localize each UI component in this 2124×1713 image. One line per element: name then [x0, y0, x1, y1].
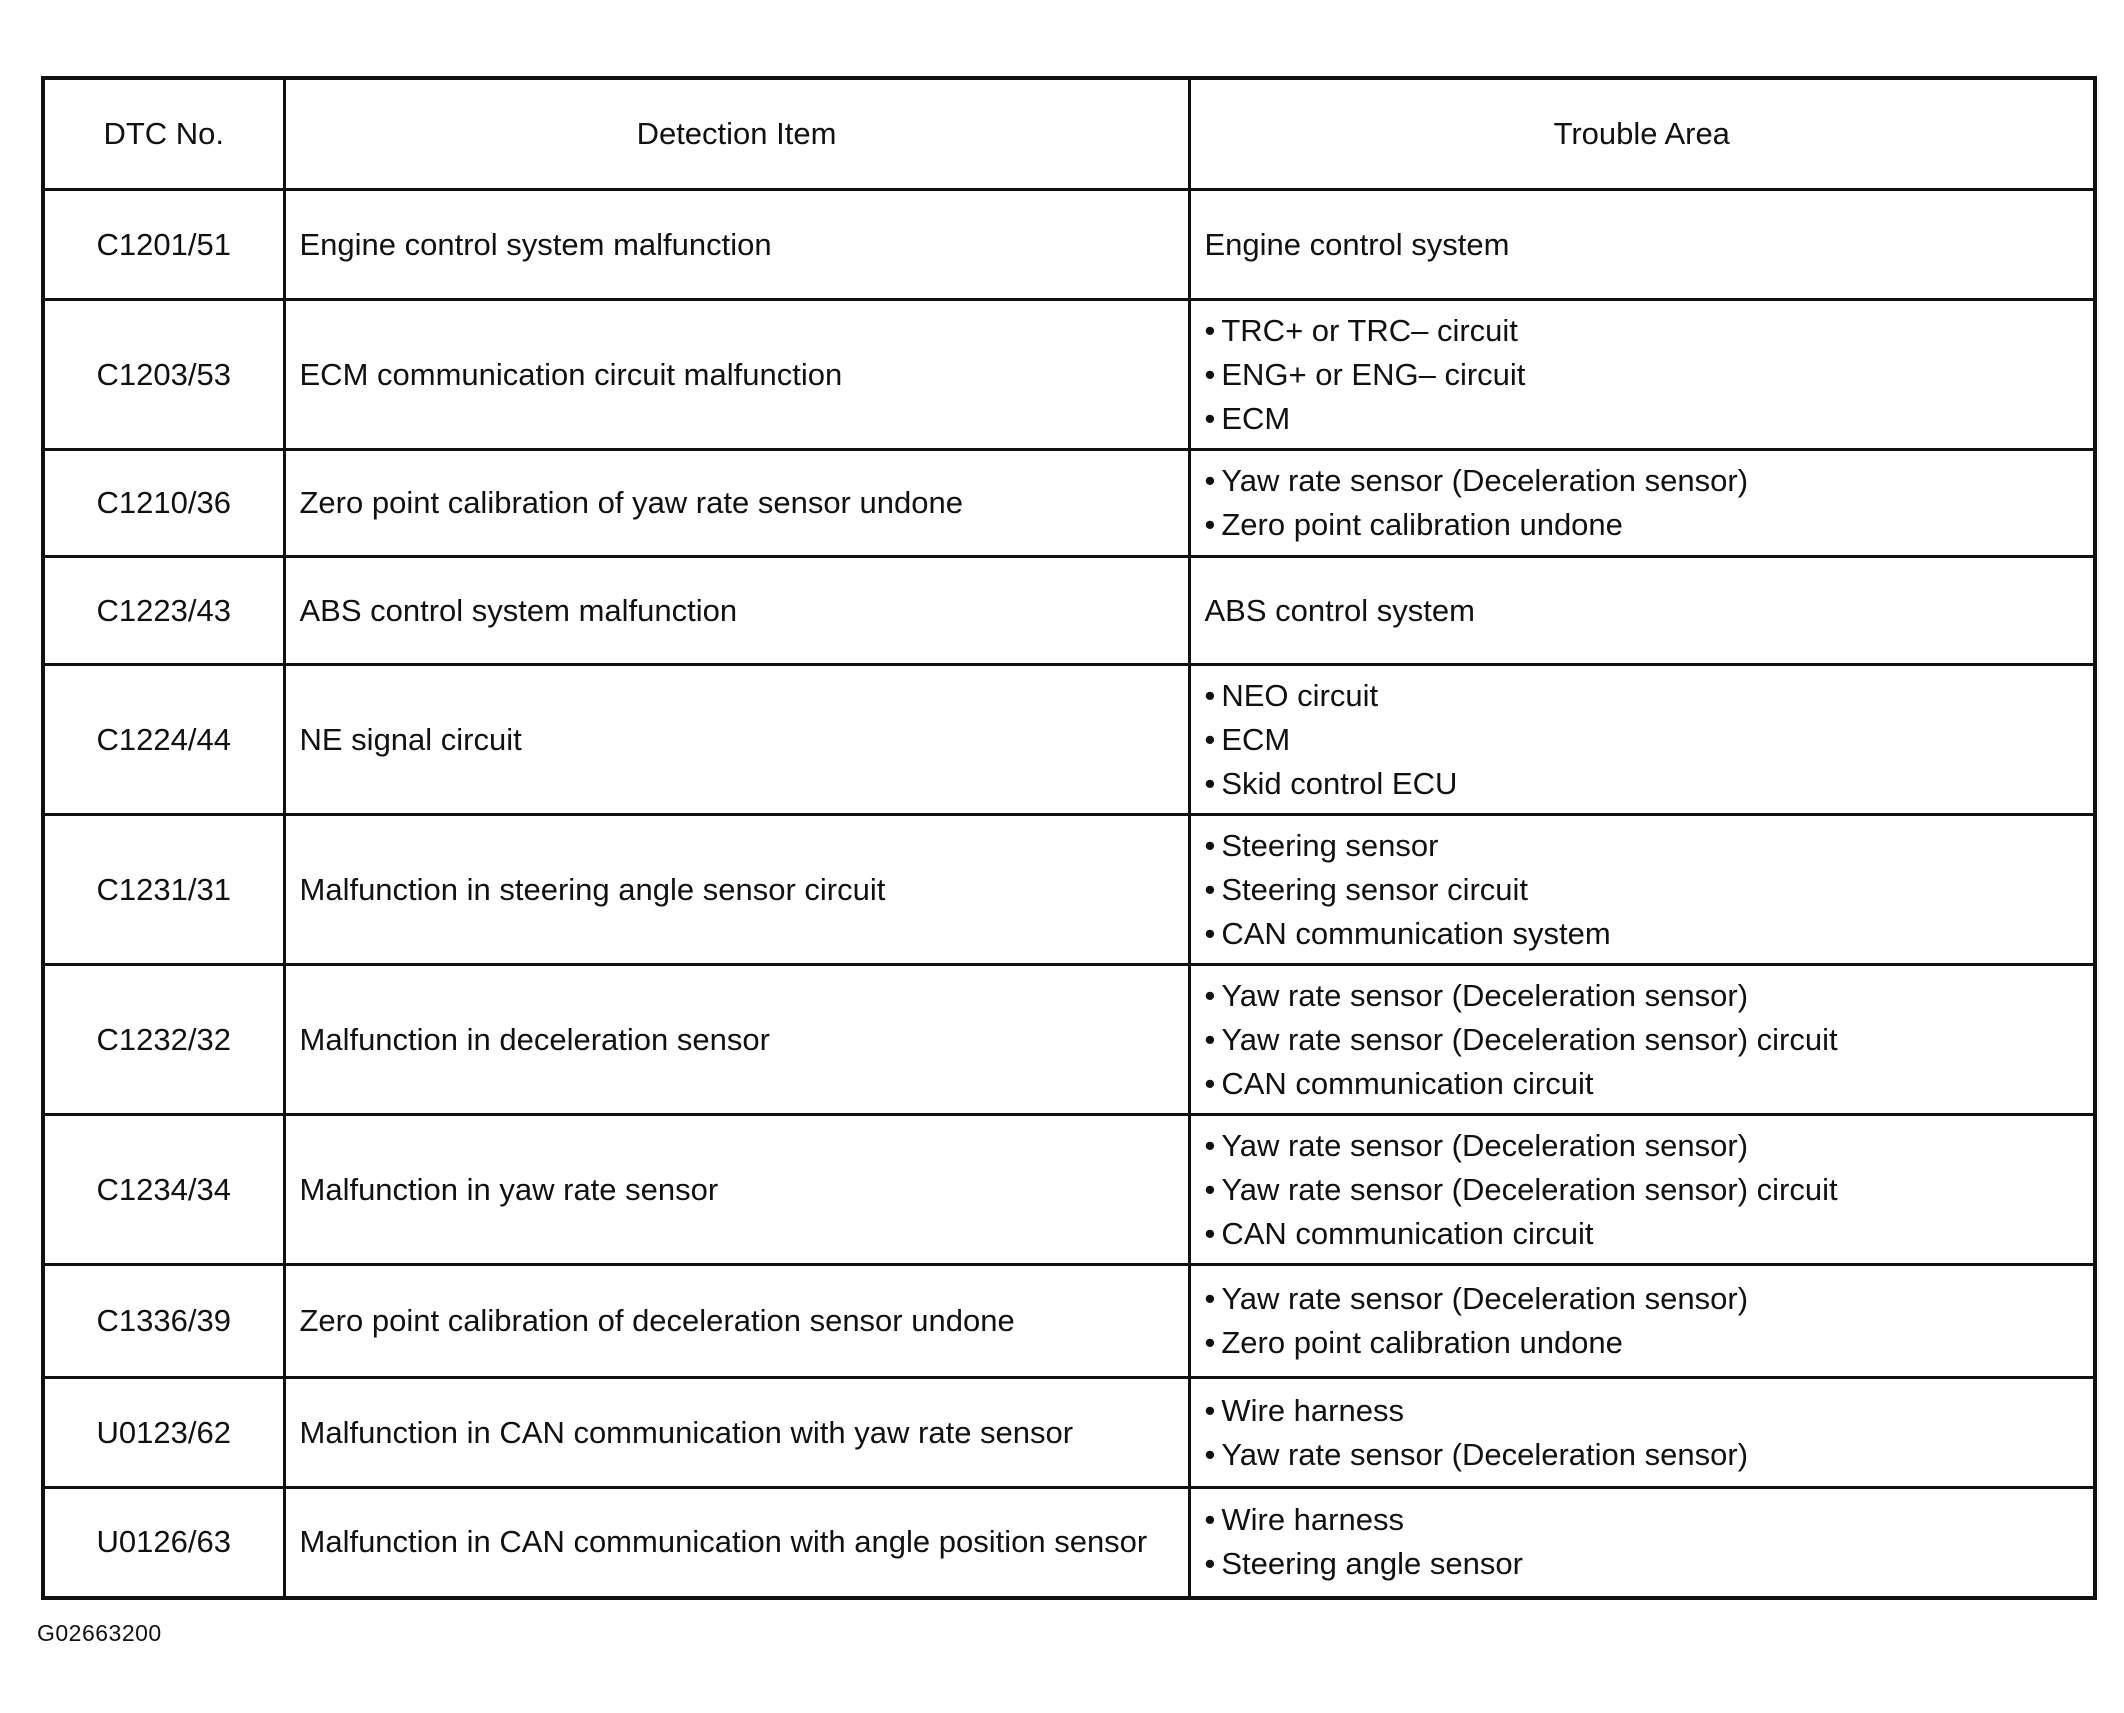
table-header-row [43, 78, 2095, 190]
table-row [43, 450, 2095, 557]
trouble-area-list [1205, 1277, 2094, 1365]
table-row [43, 1378, 2095, 1488]
trouble-area-list [1205, 1124, 2094, 1256]
trouble-area-list [1205, 974, 2094, 1106]
trouble-area-text: Engine control system [1204, 226, 1510, 262]
trouble-area-cell [1189, 1378, 2095, 1488]
trouble-area-cell [1189, 665, 2095, 815]
table-row [43, 1115, 2095, 1265]
table-row [43, 965, 2095, 1115]
trouble-area-item: • Yaw rate sensor (Deceleration sensor) [1205, 1124, 2094, 1168]
trouble-area-item: • Zero point calibration undone [1205, 503, 2094, 547]
table-row [43, 300, 2095, 450]
trouble-area-cell [1189, 1488, 2095, 1598]
detection-item-cell: Malfunction in deceleration sensor [284, 965, 1189, 1115]
trouble-area-item: • Wire harness [1205, 1498, 2094, 1542]
trouble-area-list [1205, 1498, 2094, 1586]
trouble-area-cell [1189, 300, 2095, 450]
trouble-area-list [1205, 459, 2094, 547]
header-detection-item: Detection Item [284, 78, 1189, 190]
trouble-area-item: • CAN communication circuit [1205, 1062, 2094, 1106]
detection-item-cell: ECM communication circuit malfunction [284, 300, 1189, 450]
table-row [43, 557, 2095, 665]
trouble-area-cell [1189, 557, 2095, 665]
table-row [43, 1488, 2095, 1598]
trouble-area-item: • ENG+ or ENG– circuit [1205, 353, 2094, 397]
trouble-area-item: • CAN communication circuit [1205, 1212, 2094, 1256]
dtc-code-cell: C1231/31 [43, 815, 284, 965]
trouble-area-item: • Steering sensor circuit [1205, 868, 2094, 912]
dtc-table [41, 76, 2097, 1600]
dtc-code-cell: U0123/62 [43, 1378, 284, 1488]
trouble-area-item: • Yaw rate sensor (Deceleration sensor) [1205, 974, 2094, 1018]
dtc-code-cell: C1203/53 [43, 300, 284, 450]
dtc-code-cell: C1336/39 [43, 1265, 284, 1378]
dtc-code-cell: U0126/63 [43, 1488, 284, 1598]
trouble-area-item: • Yaw rate sensor (Deceleration sensor) [1205, 459, 2094, 503]
dtc-code-cell: C1232/32 [43, 965, 284, 1115]
table-row [43, 1265, 2095, 1378]
trouble-area-cell [1189, 815, 2095, 965]
trouble-area-item: • Wire harness [1205, 1389, 2094, 1433]
trouble-area-list [1205, 309, 2094, 441]
table-row [43, 665, 2095, 815]
trouble-area-list [1205, 1389, 2094, 1477]
trouble-area-list [1205, 824, 2094, 956]
detection-item-cell: Zero point calibration of yaw rate sensor undone [284, 450, 1189, 557]
detection-item-cell: ABS control system malfunction [284, 557, 1189, 665]
detection-item-cell: NE signal circuit [284, 665, 1189, 815]
trouble-area-item: • Skid control ECU [1205, 762, 2094, 806]
trouble-area-list [1205, 674, 2094, 806]
detection-item-cell: Malfunction in CAN communication with yaw rate sensor [284, 1378, 1189, 1488]
table-row [43, 190, 2095, 300]
table-row [43, 815, 2095, 965]
trouble-area-item: • ECM [1205, 397, 2094, 441]
header-trouble-area: Trouble Area [1189, 78, 2095, 190]
header-dtc-no: DTC No. [43, 78, 284, 190]
dtc-code-cell: C1201/51 [43, 190, 284, 300]
detection-item-cell: Malfunction in CAN communication with angle position sensor [284, 1488, 1189, 1598]
detection-item-cell: Engine control system malfunction [284, 190, 1189, 300]
dtc-code-cell: C1223/43 [43, 557, 284, 665]
trouble-area-item: • NEO circuit [1205, 674, 2094, 718]
trouble-area-item: • Yaw rate sensor (Deceleration sensor) [1205, 1433, 2094, 1477]
trouble-area-item: • Yaw rate sensor (Deceleration sensor) circuit [1205, 1168, 2094, 1212]
trouble-area-item: • Yaw rate sensor (Deceleration sensor) circuit [1205, 1018, 2094, 1062]
trouble-area-cell [1189, 450, 2095, 557]
trouble-area-item: • Steering angle sensor [1205, 1542, 2094, 1586]
trouble-area-item: • Steering sensor [1205, 824, 2094, 868]
trouble-area-item: • TRC+ or TRC– circuit [1205, 309, 2094, 353]
trouble-area-item: • Yaw rate sensor (Deceleration sensor) [1205, 1277, 2094, 1321]
dtc-code-cell: C1224/44 [43, 665, 284, 815]
table-body [43, 190, 2095, 1598]
dtc-code-cell: C1234/34 [43, 1115, 284, 1265]
trouble-area-cell [1189, 1115, 2095, 1265]
detection-item-cell: Malfunction in steering angle sensor circuit [284, 815, 1189, 965]
trouble-area-cell [1189, 1265, 2095, 1378]
trouble-area-item: • CAN communication system [1205, 912, 2094, 956]
trouble-area-text: ABS control system [1204, 592, 1475, 628]
dtc-code-cell: C1210/36 [43, 450, 284, 557]
figure-id: G02663200 [37, 1620, 162, 1646]
detection-item-cell: Malfunction in yaw rate sensor [284, 1115, 1189, 1265]
trouble-area-cell [1189, 190, 2095, 300]
trouble-area-item: • Zero point calibration undone [1205, 1321, 2094, 1365]
detection-item-cell: Zero point calibration of deceleration sensor undone [284, 1265, 1189, 1378]
trouble-area-item: • ECM [1205, 718, 2094, 762]
trouble-area-cell [1189, 965, 2095, 1115]
